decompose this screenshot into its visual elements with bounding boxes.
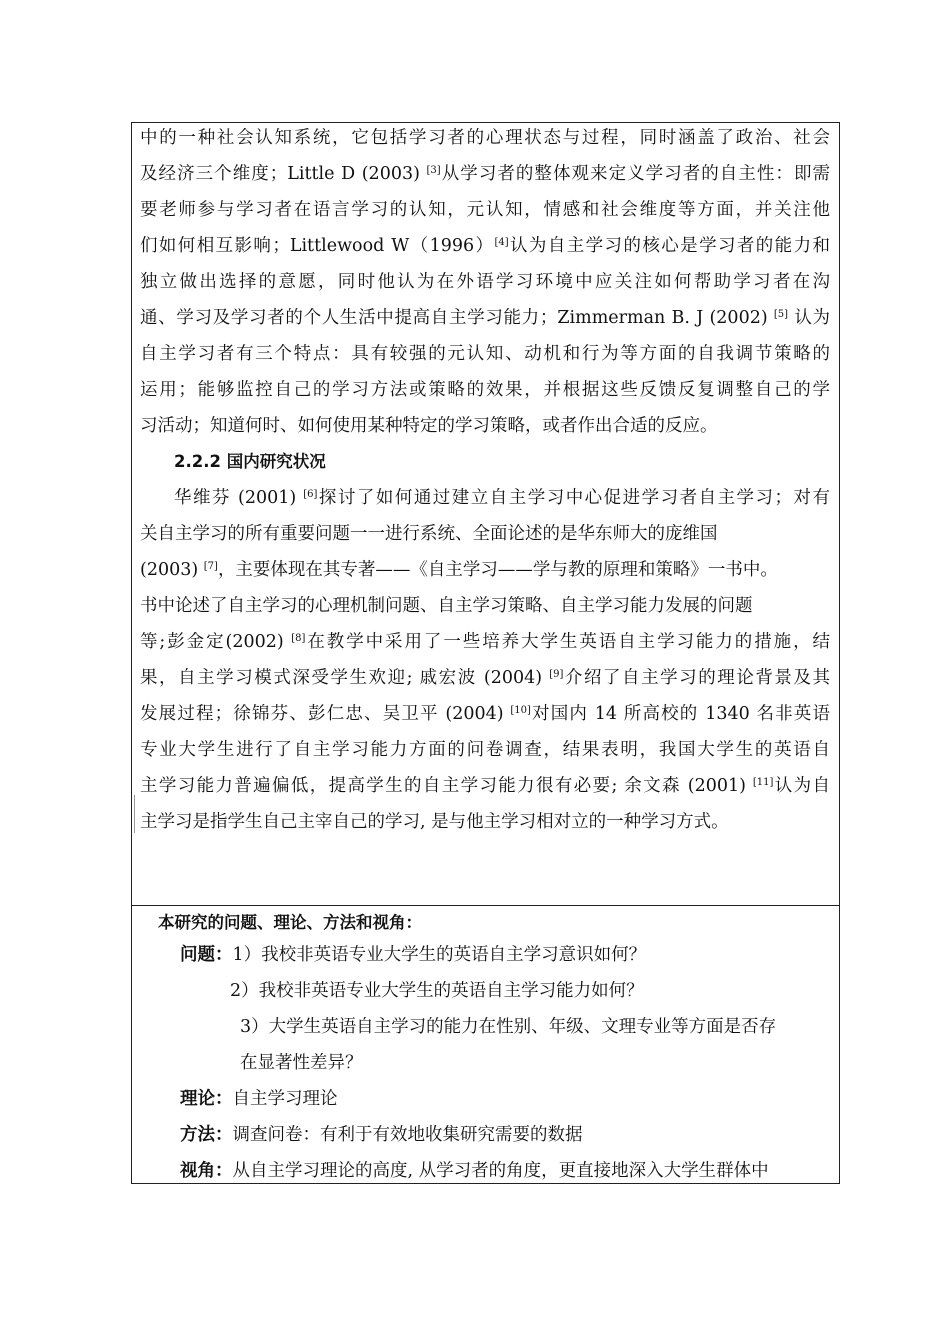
paragraph-line: 果，自主学习模式深受学生欢迎; 戚宏波 (2004) [9]介绍了自主学习的理论背景及其: [140, 668, 830, 688]
paragraph-line: 发展过程；徐锦芬、彭仁忠、吴卫平 (2004) [10]对国内 14 所高校的 1340 名非英语: [140, 704, 830, 724]
question-3-cont: 在显著性差异？: [240, 1053, 363, 1073]
citation-ref[interactable]: [11]: [752, 777, 774, 788]
paragraph-line: 及经济三个维度；Little D (2003) [3]从学习者的整体观来定义学习者的自主性：即需: [140, 164, 830, 184]
paragraph-line: 华维芬 (2001) [6]探讨了如何通过建立自主学习中心促进学习者自主学习；对有: [174, 488, 830, 508]
paragraph-line: (2003) [7]，主要体现在其专著——《自主学习——学与教的原理和策略》一书中。: [140, 560, 778, 580]
paragraph-line: 习活动；知道何时、如何使用某种特定的学习策略，或者作出合适的反应。: [140, 416, 718, 436]
research-design-cell: [132, 906, 839, 1183]
paragraph-line: 通、学习及学习者的个人生活中提高自主学习能力；Zimmerman B. J (2002) [5] 认为: [140, 308, 830, 328]
questions-label: 问题：: [180, 945, 233, 965]
perspective-row: [180, 1160, 769, 1182]
perspective-label: 视角：: [180, 1161, 233, 1181]
citation-ref[interactable]: [8]: [291, 633, 306, 644]
citation-ref[interactable]: [3]: [426, 165, 441, 176]
paragraph-line: 等;彭金定(2002) [8]在教学中采用了一些培养大学生英语自主学习能力的措施，结: [140, 632, 830, 652]
method-row: [180, 1124, 583, 1146]
citation-ref[interactable]: [4]: [494, 237, 509, 248]
research-heading: 本研究的问题、理论、方法和视角：: [158, 913, 422, 932]
paragraph-line: 们如何相互影响；Littlewood W（1996）[4]认为自主学习的核心是学习者的能力和: [140, 236, 830, 256]
citation-ref[interactable]: [6]: [303, 489, 318, 500]
document-table: [131, 122, 840, 1184]
method-label: 方法：: [180, 1125, 233, 1145]
paragraph-line: 专业大学生进行了自主学习能力方面的问卷调查，结果表明，我国大学生的英语自: [140, 740, 830, 760]
method-value: 调查问卷：有利于有效地收集研究需要的数据: [232, 1125, 583, 1145]
paragraph-line: 自主学习者有三个特点：具有较强的元认知、动机和行为等方面的自我调节策略的: [140, 344, 830, 364]
question-3: 3）大学生英语自主学习的能力在性别、年级、文理专业等方面是否存: [240, 1017, 777, 1037]
paragraph-line: 书中论述了自主学习的心理机制问题、自主学习策略、自主学习能力发展的问题: [140, 596, 753, 616]
section-heading: 2.2.2 国内研究状况: [174, 452, 326, 471]
theory-value: 自主学习理论: [232, 1089, 338, 1109]
paragraph-line: 关自主学习的所有重要问题一一进行系统、全面论述的是华东师大的庞维国: [140, 524, 718, 544]
citation-ref[interactable]: [5]: [773, 309, 789, 320]
citation-ref[interactable]: [7]: [203, 561, 218, 572]
paragraph-line: 主学习是指学生自己主宰自己的学习, 是与他主学习相对立的一种学习方式。: [140, 812, 729, 832]
questions-row: [180, 944, 646, 966]
question-1: 1）我校非英语专业大学生的英语自主学习意识如何？: [232, 945, 647, 965]
question-2: 2）我校非英语专业大学生的英语自主学习能力如何？: [230, 981, 644, 1001]
theory-row: [180, 1088, 338, 1110]
paragraph-line: 要老师参与学习者在语言学习的认知，元认知，情感和社会维度等方面，并关注他: [140, 200, 830, 220]
paragraph-line: 主学习能力普遍偏低，提高学生的自主学习能力很有必要; 余文森 (2001) [11]认为自: [140, 776, 830, 796]
perspective-value: 从自主学习理论的高度, 从学习者的角度，更直接地深入大学生群体中: [232, 1161, 769, 1181]
citation-ref[interactable]: [9]: [549, 669, 564, 680]
literature-review-cell: [132, 123, 839, 906]
theory-label: 理论：: [180, 1089, 233, 1109]
paragraph-line: 中的一种社会认知系统，它包括学习者的心理状态与过程，同时涵盖了政治、社会: [140, 128, 830, 148]
paragraph-line: 独立做出选择的意愿，同时他认为在外语学习环境中应关注如何帮助学习者在沟: [140, 272, 830, 292]
paragraph-line: 运用；能够监控自己的学习方法或策略的效果，并根据这些反馈反复调整自己的学: [140, 380, 830, 400]
text-cursor-marker: [134, 795, 135, 833]
citation-ref[interactable]: [10]: [510, 705, 531, 716]
